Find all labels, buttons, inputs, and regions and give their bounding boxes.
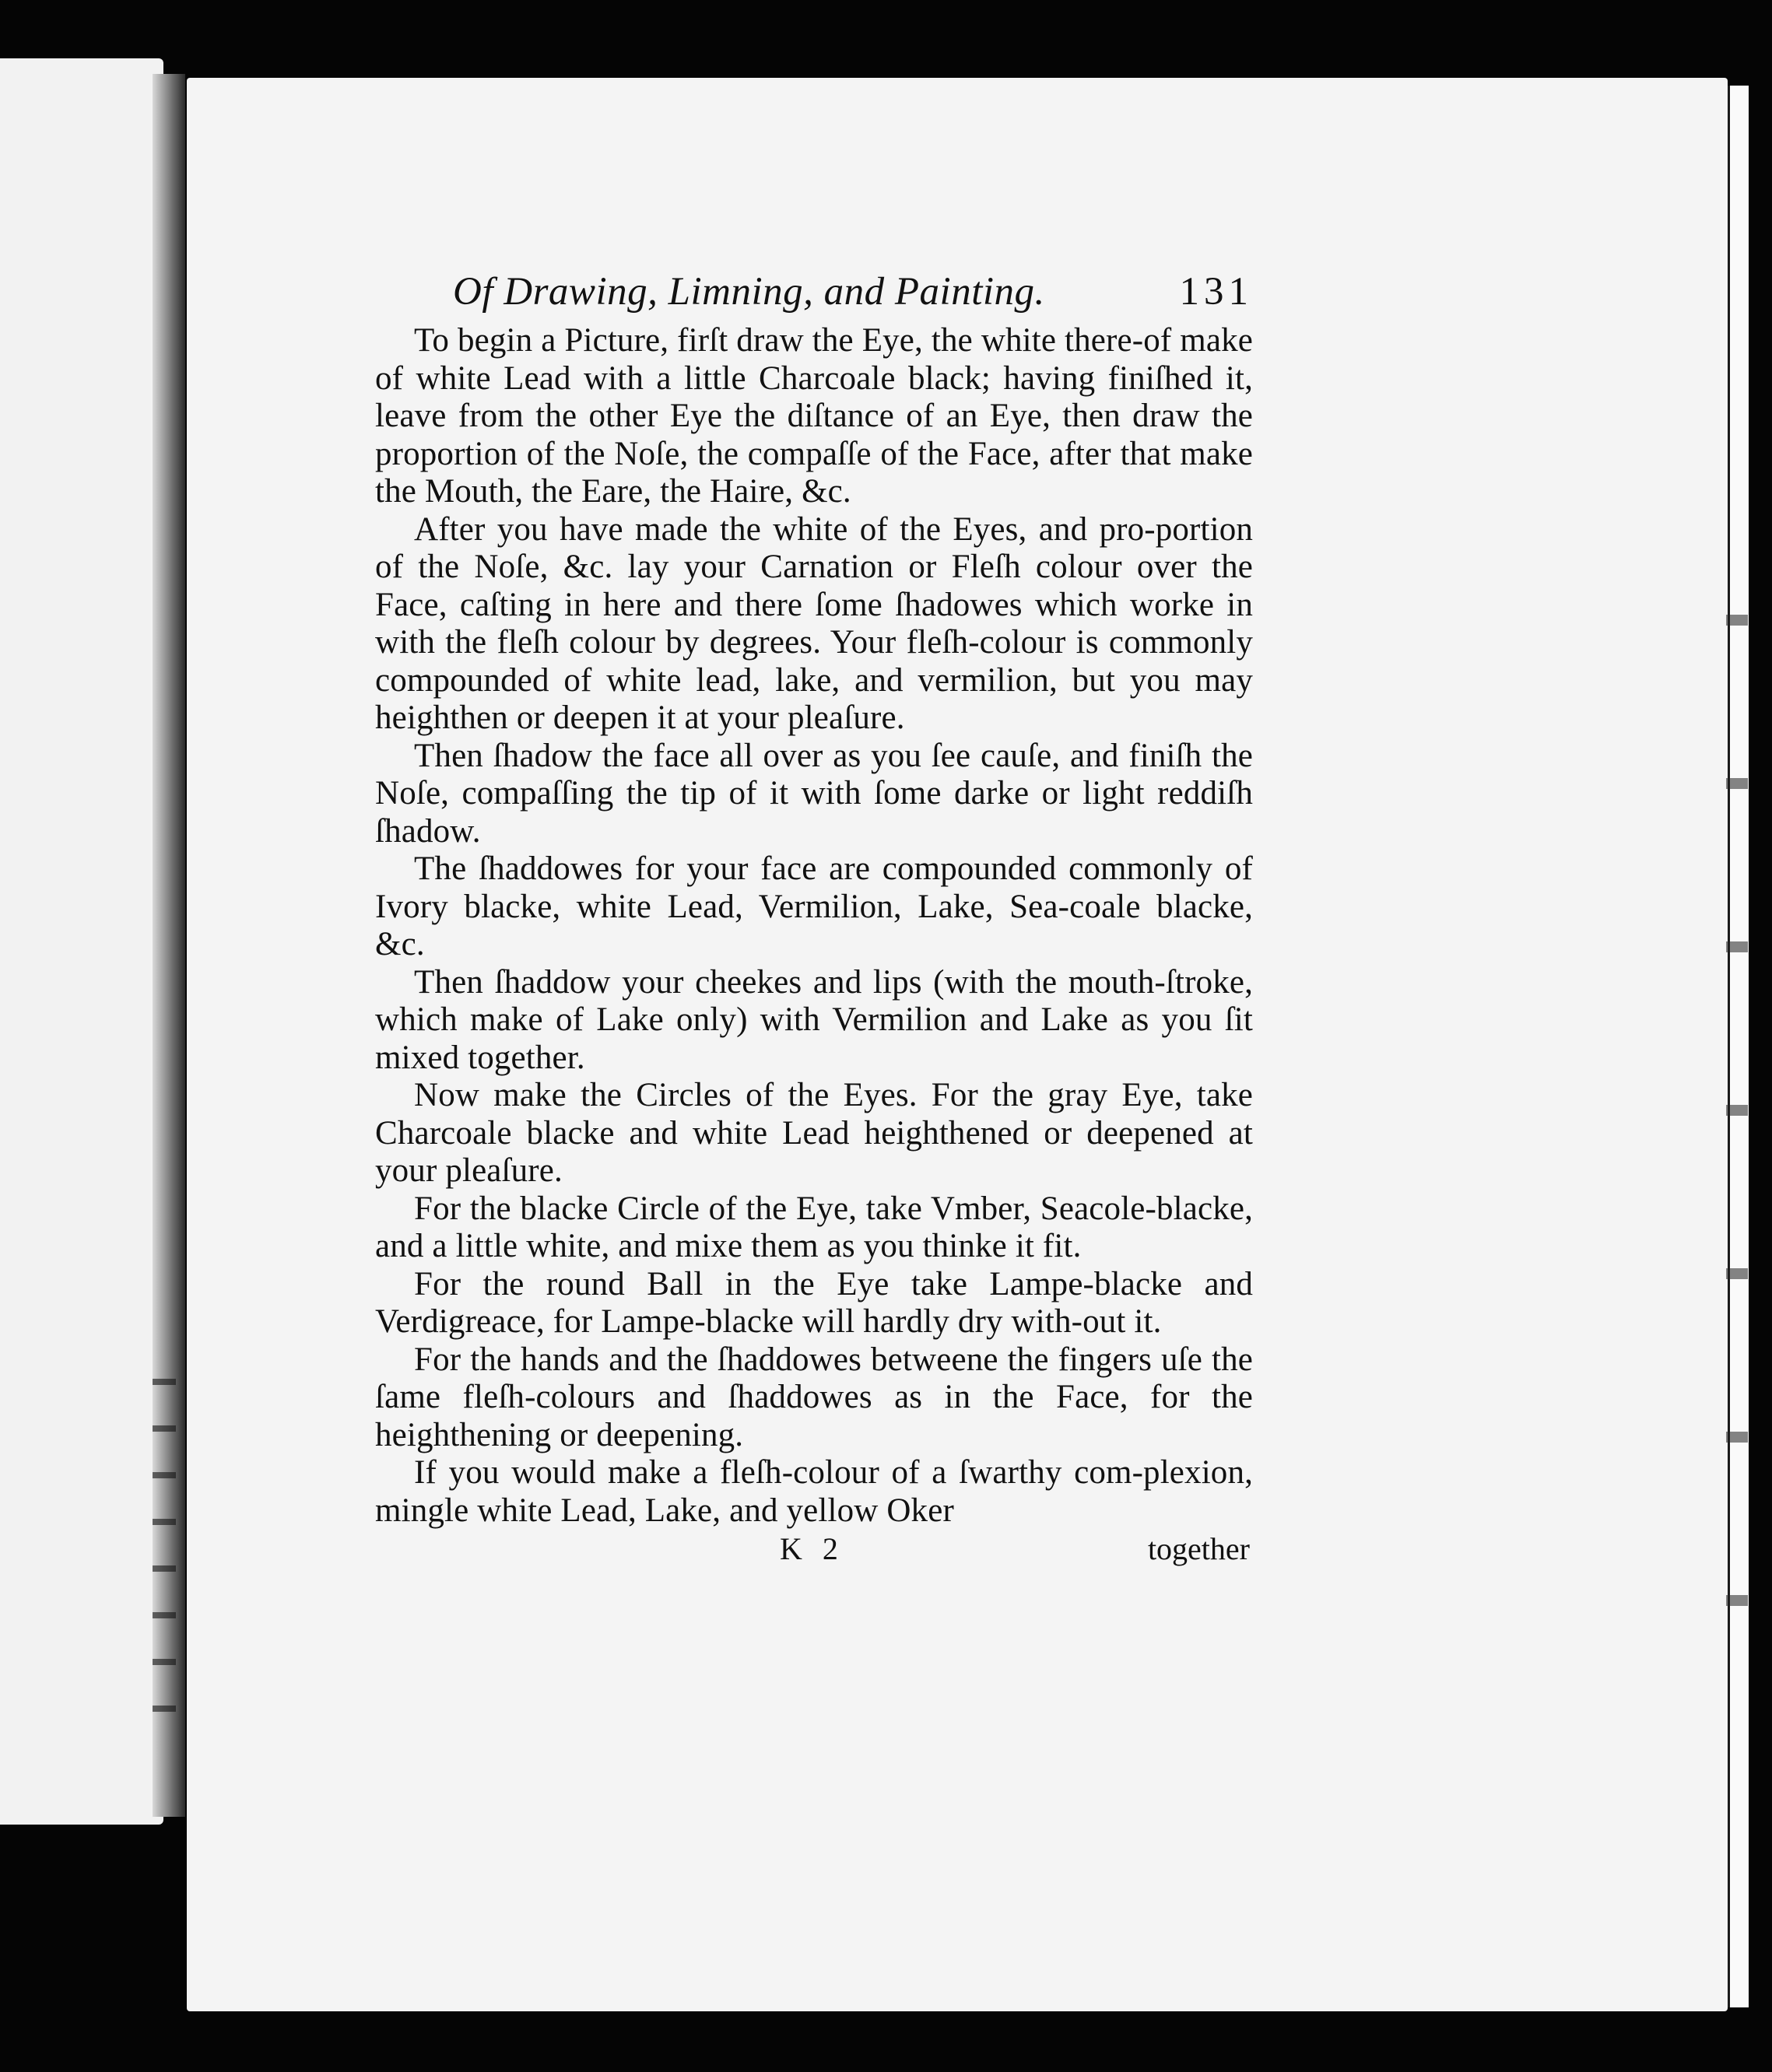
running-title: Of Drawing, Limning, and Painting.: [453, 270, 1045, 314]
page-foot: [375, 1530, 1253, 1569]
paragraph-face-shaddowes: The ſhaddowes for your face are compounded commonly of Ivory blacke, white Lead, Vermilion, Lake, Sea-coale blacke, &c.: [375, 850, 1253, 962]
paragraph-eye-circles: Now make the Circles of the Eyes. For the gray Eye, take Charcoale blacke and white Lead heighthened or deepened at your pleaſure.: [375, 1077, 1253, 1189]
catchword: together: [1147, 1531, 1250, 1566]
paragraph-cheekes-lips: Then ſhaddow your cheekes and lips (with the mouth-ſtroke, which make of Lake only) with Vermilion and Lake as you ſit mixed together.: [375, 963, 1253, 1076]
page-number: 131: [1179, 270, 1253, 314]
paragraph-swarthy: If you would make a fleſh-colour of a ſwarthy com-plexion, mingle white Lead, Lake, and yellow Oker: [375, 1454, 1253, 1529]
page-text-block: [375, 261, 1253, 1569]
paragraph-begin-picture: To begin a Picture, firſt draw the Eye, the white there-of make of white Lead with a little Charcoale black; having finiſhed it, leave from the other Eye the diſtance of an Eye, then draw the proportion of the Noſe, the compaſſe of the Face, after that make the Mouth, the Eare, the Haire, &c.: [375, 322, 1253, 510]
paragraph-carnation: After you have made the white of the Eyes, and pro-portion of the Noſe, &c. lay your Carnation or Fleſh colour over the Face, caſting in here and there ſome ſhadowes which worke in with the fleſh colour by degrees. Your fleſh-colour is commonly compounded of white lead, lake, and vermilion, but you may heighthen or deepen it at your pleaſure.: [375, 510, 1253, 736]
gutter-marks: [153, 1362, 176, 1751]
running-head: [375, 261, 1253, 322]
paragraph-round-ball: For the round Ball in the Eye take Lampe-blacke and Verdigreace, for Lampe-blacke will hardly dry with-out it.: [375, 1265, 1253, 1340]
left-page-edge: [0, 58, 163, 1825]
paragraph-blacke-circle: For the blacke Circle of the Eye, take Vmber, Seacole-blacke, and a little white, and mixe them as you thinke it fit.: [375, 1190, 1253, 1264]
paragraph-hands: For the hands and the ſhaddowes betweene the fingers uſe the ſame fleſh-colours and ſhaddowes as in the Face, for the heighthening or deepening.: [375, 1341, 1253, 1453]
fore-edge-marks: [1726, 545, 1748, 1634]
paragraph-shadow-face: Then ſhadow the face all over as you ſee cauſe, and finiſh the Noſe, compaſſing the tip of it with ſome darke or light reddiſh ſhadow.: [375, 737, 1253, 850]
signature-mark: K 2: [780, 1531, 844, 1566]
